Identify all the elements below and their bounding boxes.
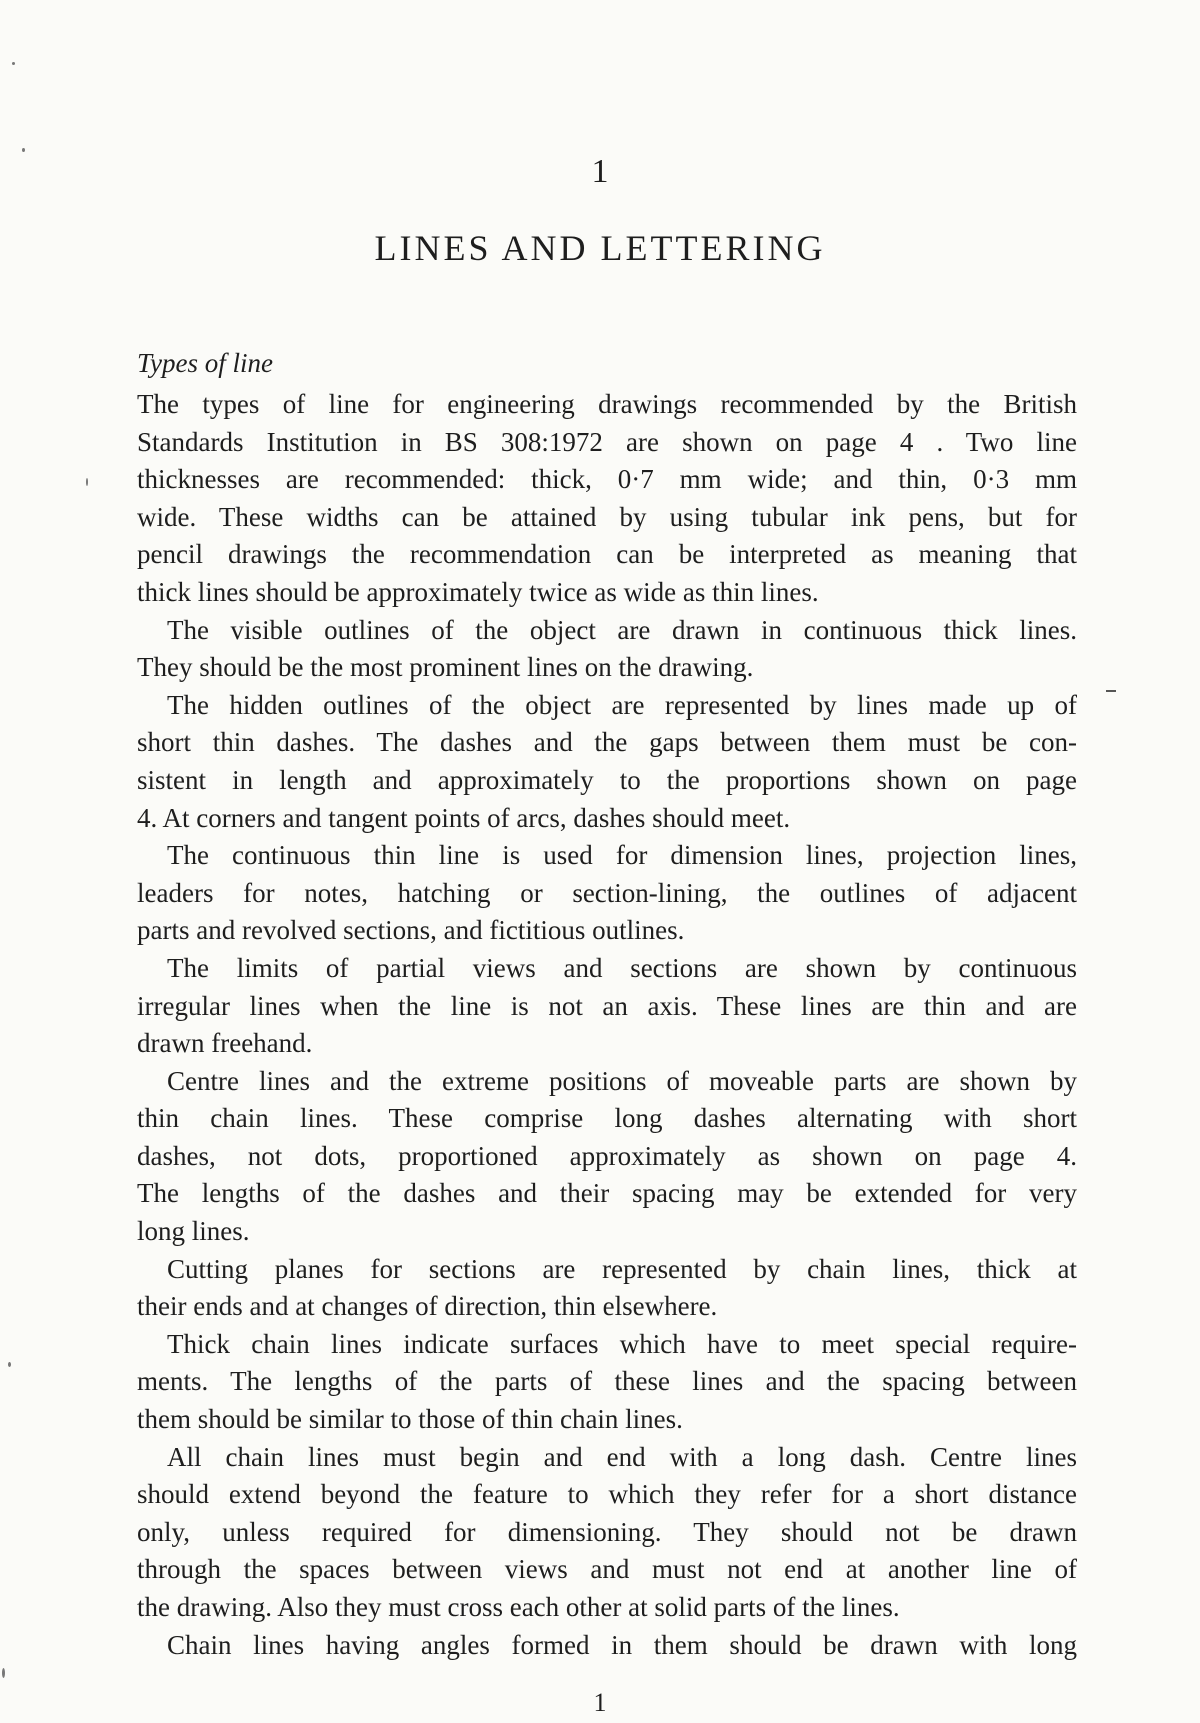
text-line: thick lines should be approximately twice as wide as thin lines.	[137, 576, 819, 607]
scan-speck	[2, 1668, 5, 1678]
scan-speck	[12, 62, 15, 65]
text-line: Thick chain lines indicate surfaces which have to meet special require-	[167, 1328, 1077, 1359]
text-line: sistent in length and approximately to the proportions shown on page	[137, 764, 1077, 795]
scan-speck	[86, 478, 88, 486]
chapter-number: 1	[591, 153, 609, 190]
section-heading: Types of line	[137, 348, 273, 378]
page-number-footer: 1	[593, 1688, 607, 1717]
text-line: drawn freehand.	[137, 1028, 313, 1059]
chapter-title: LINES AND LETTERING	[374, 228, 826, 268]
text-line: thicknesses are recommended: thick, 0·7 mm wide; and thin, 0·3 mm	[137, 464, 1077, 495]
text-line: Cutting planes for sections are represented by chain lines, thick at	[167, 1253, 1077, 1284]
text-line: All chain lines must begin and end with a long dash. Centre lines	[167, 1441, 1077, 1472]
text-line: long lines.	[137, 1216, 250, 1247]
text-line: irregular lines when the line is not an axis. These lines are thin and are	[137, 990, 1077, 1021]
text-line: Centre lines and the extreme positions of moveable parts are shown by	[167, 1065, 1077, 1096]
text-line: The continuous thin line is used for dimension lines, projection lines,	[167, 840, 1077, 871]
text-line: their ends and at changes of direction, thin elsewhere.	[137, 1291, 718, 1322]
text-line: the drawing. Also they must cross each other at solid parts of the lines.	[137, 1592, 900, 1622]
text-line: The limits of partial views and sections are shown by continuous	[167, 952, 1077, 983]
text-line: pencil drawings the recommendation can be interpreted as meaning that	[137, 539, 1077, 570]
text-line: dashes, not dots, proportioned approximately as shown on page 4.	[137, 1140, 1077, 1171]
text-line: The visible outlines of the object are drawn in continuous thick lines.	[167, 614, 1077, 645]
text-line: only, unless required for dimensioning. They should not be drawn	[137, 1516, 1077, 1547]
margin-pencil-mark	[1106, 690, 1116, 692]
text-line: The lengths of the dashes and their spacing may be extended for very	[137, 1178, 1077, 1209]
text-line: Chain lines having angles formed in them should be drawn with long	[167, 1629, 1077, 1660]
text-line: them should be similar to those of thin chain lines.	[137, 1404, 683, 1435]
scan-speck	[22, 148, 25, 152]
text-line: ments. The lengths of the parts of these lines and the spacing between	[137, 1366, 1077, 1397]
text-line: wide. These widths can be attained by using tubular ink pens, but for	[137, 501, 1077, 532]
text-line: thin chain lines. These comprise long dashes alternating with short	[137, 1103, 1077, 1134]
text-line: The hidden outlines of the object are represented by lines made up of	[167, 689, 1077, 720]
text-line: They should be the most prominent lines on the drawing.	[137, 652, 754, 683]
text-line: Standards Institution in BS 308:1972 are shown on page 4 . Two line	[137, 426, 1077, 457]
text-line: The types of line for engineering drawings recommended by the British	[137, 389, 1077, 419]
text-line: 4. At corners and tangent points of arcs, dashes should meet.	[137, 802, 791, 833]
scan-speck	[8, 1362, 11, 1367]
text-line: leaders for notes, hatching or section-lining, the outlines of adjacent	[137, 877, 1077, 908]
text-line: through the spaces between views and must not end at another line of	[137, 1554, 1077, 1585]
text-line: parts and revolved sections, and fictitious outlines.	[137, 915, 685, 946]
text-line: should extend beyond the feature to which they refer for a short distance	[137, 1479, 1077, 1510]
text-line: short thin dashes. The dashes and the gaps between them must be con-	[137, 727, 1077, 758]
body-text	[137, 386, 1077, 1664]
